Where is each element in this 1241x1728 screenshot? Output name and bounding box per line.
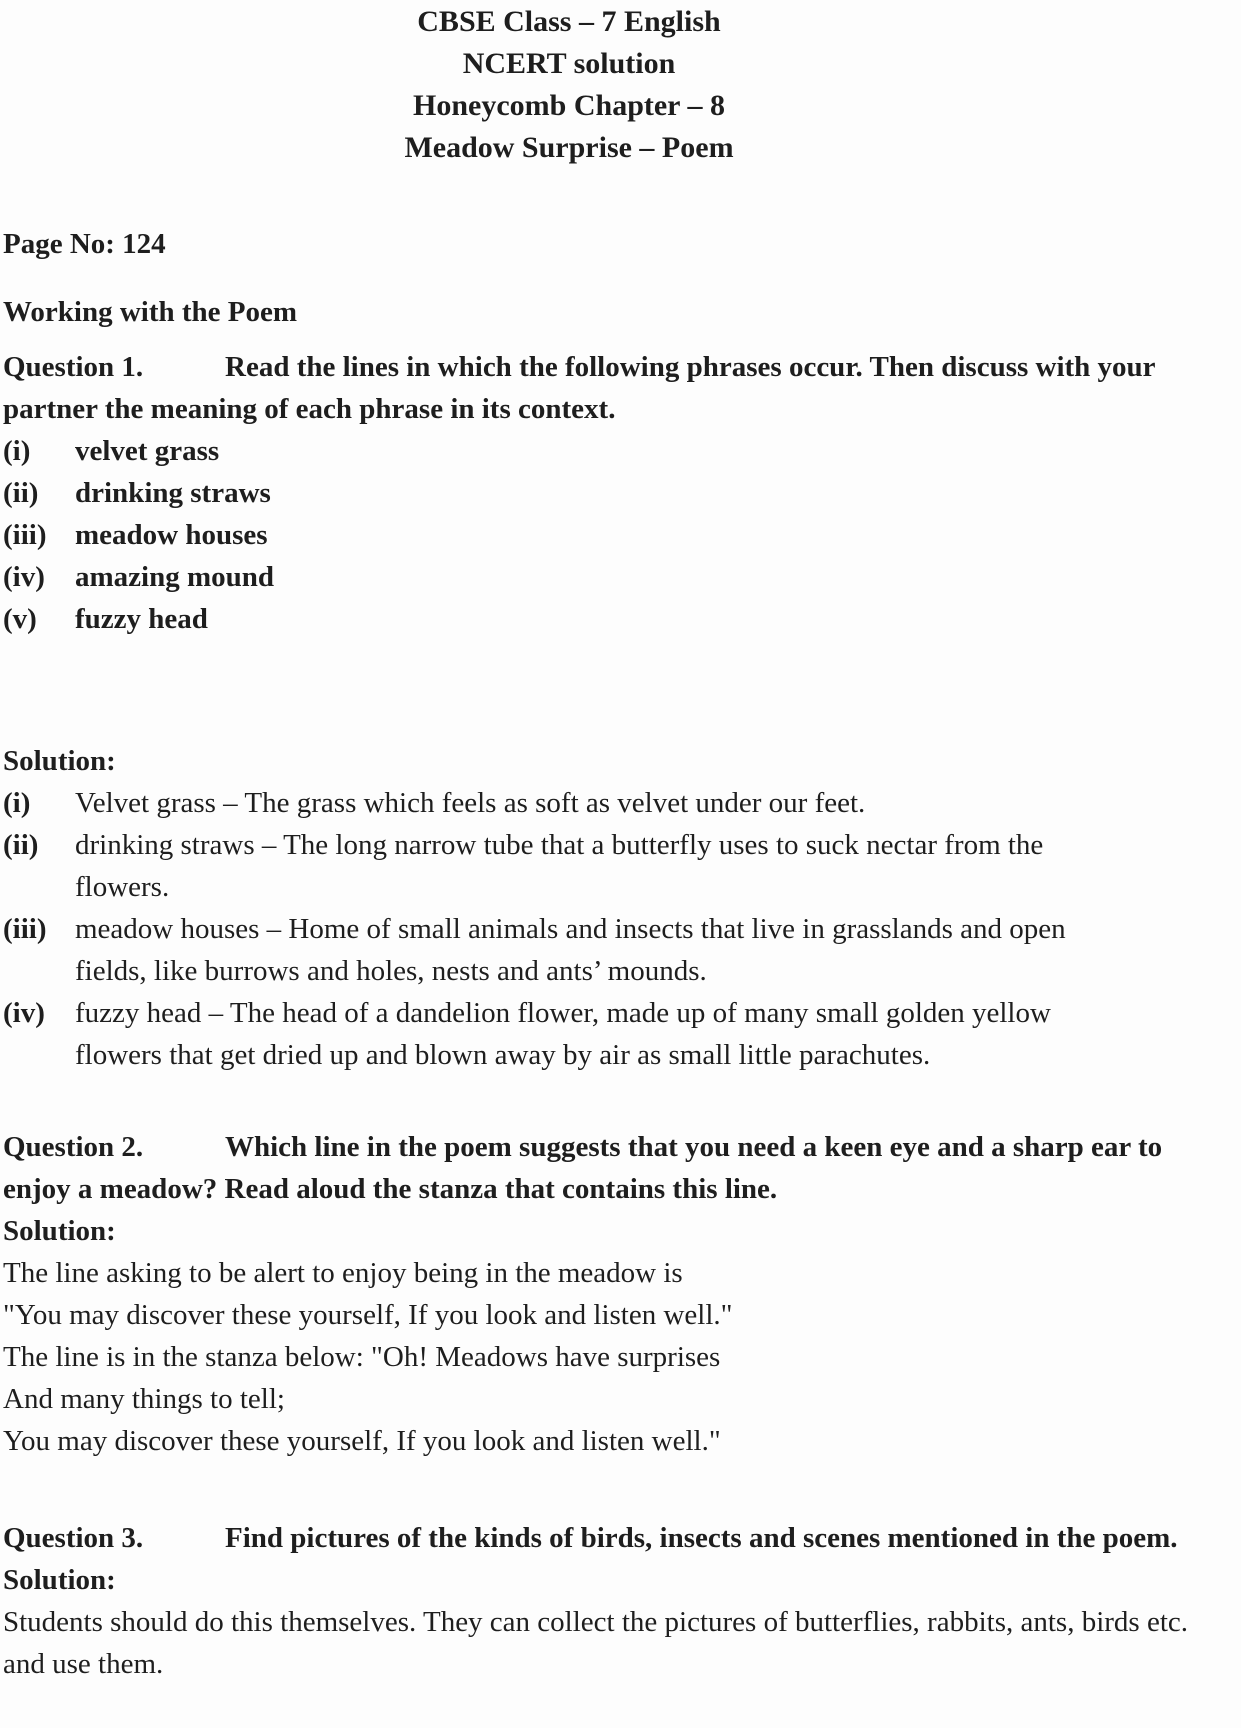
phrase-list: [3, 430, 1237, 640]
list-item: [3, 430, 1237, 472]
list-marker: (iv): [3, 561, 45, 593]
list-marker: (i): [3, 435, 31, 467]
answer-text: meadow houses – Home of small animals and insects that live in grasslands and open fields, like burrows and holes, nests and ants’ mounds.: [75, 913, 1066, 987]
list-item-text: fuzzy head: [75, 603, 208, 635]
header-line-course: CBSE Class – 7 English: [417, 5, 721, 38]
list-marker: (ii): [3, 477, 39, 509]
solution-line: You may discover these yourself, If you look and listen well.": [3, 1425, 721, 1457]
answer-marker: (iii): [3, 913, 47, 945]
solution-2-body: [3, 1252, 1237, 1462]
list-marker: (v): [3, 603, 37, 635]
header-line-chapter: Honeycomb Chapter – 8: [413, 89, 725, 122]
list-item-text: velvet grass: [75, 435, 220, 467]
list-item: [3, 514, 1237, 556]
list-item: [3, 598, 1237, 640]
answer-marker: (i): [3, 787, 31, 819]
answer-item: [3, 782, 1088, 824]
document-header: [3, 1, 1135, 169]
solution-line: The line asking to be alert to enjoy being in the meadow is: [3, 1257, 683, 1289]
answer-item: [3, 992, 1088, 1076]
answer-text: drinking straws – The long narrow tube that a butterfly uses to suck nectar from the flowers.: [75, 829, 1044, 903]
solution-line: The line is in the stanza below: "Oh! Meadows have surprises: [3, 1341, 721, 1373]
question-1-label: Question 1.: [3, 351, 144, 383]
header-line-title: Meadow Surprise – Poem: [404, 131, 734, 164]
header-line-source: NCERT solution: [462, 47, 676, 80]
question-3-label: Question 3.: [3, 1522, 144, 1554]
list-item-text: meadow houses: [75, 519, 268, 551]
solution-2-label: Solution:: [3, 1215, 116, 1247]
solution-3-label: Solution:: [3, 1564, 116, 1596]
question-2-text: Which line in the poem suggests that you need a keen eye and a sharp ear to enjoy a meadow? Read aloud the stanza that contains this line.: [3, 1131, 1163, 1205]
answer-marker: (iv): [3, 997, 45, 1029]
solution-line: And many things to tell;: [3, 1383, 285, 1415]
solution-1-label: Solution:: [3, 745, 116, 777]
answer-item: [3, 908, 1088, 992]
question-1-text: Read the lines in which the following phrases occur. Then discuss with your partner the meaning of each phrase in its context.: [3, 351, 1156, 425]
answer-text: fuzzy head – The head of a dandelion flower, made up of many small golden yellow flowers that get dried up and blown away by air as small little parachutes.: [75, 997, 1051, 1071]
list-item-text: drinking straws: [75, 477, 271, 509]
question-3-text: Find pictures of the kinds of birds, insects and scenes mentioned in the poem.: [225, 1522, 1178, 1554]
page-number: Page No: 124: [3, 228, 166, 260]
list-marker: (iii): [3, 519, 47, 551]
question-2-label: Question 2.: [3, 1131, 144, 1163]
answer-text: Velvet grass – The grass which feels as soft as velvet under our feet.: [75, 787, 866, 819]
solution-1-answers: [3, 782, 1088, 1076]
question-3: [3, 1517, 1237, 1559]
question-2: [3, 1126, 1237, 1210]
solution-3-text: Students should do this themselves. They can collect the pictures of butterflies, rabbits, ants, birds etc. and use them.: [3, 1606, 1188, 1680]
question-1: [3, 346, 1237, 430]
list-item-text: amazing mound: [75, 561, 275, 593]
answer-marker: (ii): [3, 829, 39, 861]
list-item: [3, 472, 1237, 514]
section-title: Working with the Poem: [3, 296, 298, 328]
list-item: [3, 556, 1237, 598]
answer-item: [3, 824, 1088, 908]
solution-line: "You may discover these yourself, If you look and listen well.": [3, 1299, 733, 1331]
